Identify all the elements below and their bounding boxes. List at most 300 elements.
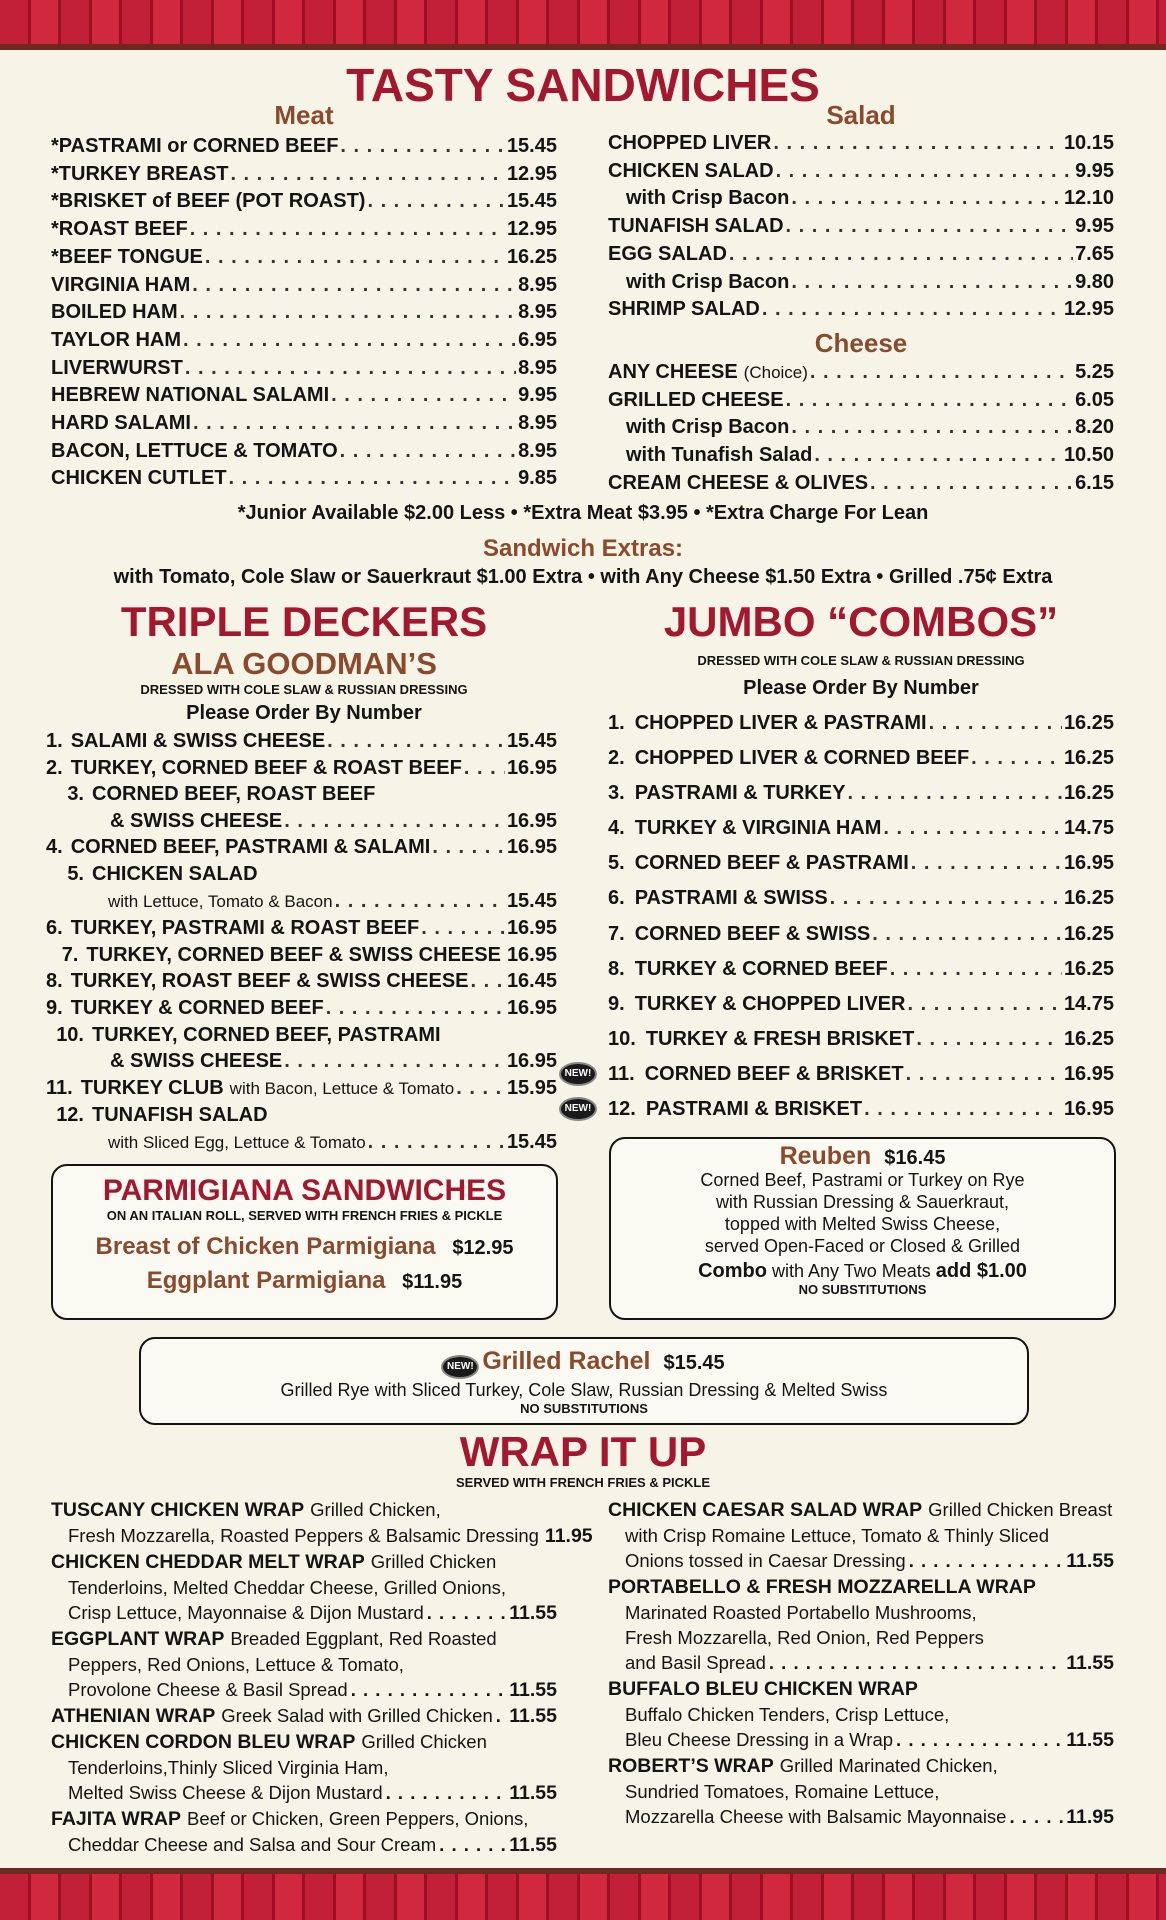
triple-item-name: SALAMI & SWISS CHEESE: [70, 730, 326, 752]
wrap-list-left: [51, 1497, 593, 1858]
leader-dots: [929, 706, 1062, 741]
wrap-item: [608, 1676, 1114, 1753]
combo-item-number: 6.: [608, 887, 625, 910]
wrap-item-title-line: [608, 1497, 1114, 1523]
parm-item-eggplant: [53, 1267, 556, 1295]
triple-item-name: CHICKEN SALAD: [92, 862, 258, 885]
reuben-line-4: served Open-Faced or Closed & Grilled: [704, 1236, 1021, 1256]
meat-item-name: *TURKEY BREAST: [51, 162, 229, 185]
triple-item-number: 11.: [46, 1076, 73, 1099]
leader-dots: [872, 917, 1062, 952]
salad-item: [608, 241, 1114, 269]
wrap-item-desc-line: [51, 1677, 557, 1703]
meat-item-name: *BRISKET of BEEF (POT ROAST): [51, 190, 366, 213]
rachel-price: $15.45: [663, 1352, 725, 1374]
rachel-no-substitutions: NO SUBSTITUTIONS: [520, 1401, 648, 1416]
wrap-list-right: [608, 1497, 1114, 1830]
combo-item: [608, 952, 1114, 987]
triple-item-number: 8.: [46, 970, 63, 993]
combo-item-price: 16.25: [1063, 887, 1114, 910]
combo-item-number: 7.: [608, 922, 625, 945]
leader-dots: [464, 755, 505, 782]
triple-item-name: TURKEY CLUB: [80, 1076, 224, 1099]
leader-dots: [368, 1129, 505, 1156]
wrap-item-desc: Grilled Chicken Breast: [928, 1499, 1113, 1520]
wrap-item: [51, 1497, 593, 1549]
combo-item: [608, 706, 1114, 741]
leader-dots: [284, 808, 505, 835]
wrap-item-name: ATHENIAN WRAP: [51, 1705, 216, 1727]
combos-list: [564, 706, 1114, 1127]
meat-item-price: 12.95: [506, 162, 557, 185]
salad-item: [608, 296, 1114, 324]
meat-item-name: BOILED HAM: [51, 301, 178, 324]
meat-item-price: 8.95: [518, 273, 557, 296]
meat-item: [51, 299, 557, 327]
wrap-item-title-line: [608, 1753, 1114, 1779]
leader-dots: [192, 272, 516, 300]
combo-item-number: 12.: [608, 1098, 636, 1121]
leader-dots: [205, 244, 505, 272]
leader-dots: [229, 465, 517, 493]
wrap-item-desc: Buffalo Chicken Tenders, Crisp Lettuce,: [625, 1704, 950, 1725]
meat-item-price: 8.95: [518, 301, 557, 324]
leader-dots: [769, 1650, 1063, 1675]
wrap-item-title-line: [51, 1703, 557, 1729]
parm-item-chicken: [53, 1233, 556, 1261]
triple-item-price: 15.45: [506, 730, 557, 752]
wrap-item-title-line: [51, 1729, 557, 1755]
triple-item: [46, 968, 557, 995]
leader-dots: [916, 1022, 1062, 1057]
wrap-item-desc: with Crisp Romaine Lettuce, Tomato & Thinly Sliced: [625, 1525, 1049, 1546]
leader-dots: [427, 1600, 506, 1625]
salad-item: [608, 269, 1114, 297]
triple-item-detail: with Sliced Egg, Lettuce & Tomato: [108, 1132, 366, 1152]
meat-item: [51, 133, 557, 161]
combo-item-number: 2.: [608, 747, 625, 770]
wrap-item: [608, 1497, 1114, 1574]
combo-item: [608, 811, 1114, 846]
meat-item-name: LIVERWURST: [51, 356, 183, 379]
reuben-box: [609, 1137, 1116, 1320]
rachel-title: Grilled Rachel: [482, 1347, 651, 1375]
reuben-line-1: Corned Beef, Pastrami or Turkey on Rye: [700, 1170, 1025, 1190]
combo-item: [608, 846, 1114, 881]
wrap-item: [608, 1574, 1114, 1676]
combo-item-number: 3.: [608, 782, 625, 805]
meat-item: [51, 244, 557, 272]
triple-item-line: [46, 1129, 557, 1157]
leader-dots: [776, 158, 1074, 186]
triple-item-detail: with Lettuce, Tomato & Bacon: [108, 891, 333, 911]
meat-item-price: 15.45: [506, 135, 557, 157]
wrap-item-price: 11.95: [1066, 1806, 1114, 1828]
wrap-item-desc-line: [51, 1600, 557, 1626]
combo-item-name: CHOPPED LIVER & CORNED BEEF: [634, 747, 970, 770]
salad-list: [608, 130, 1114, 324]
wrap-item-desc-line: [608, 1702, 1114, 1727]
cheese-heading: Cheese: [814, 328, 908, 358]
combo-item-number: 5.: [608, 852, 625, 875]
combo-item-price: 16.95: [1063, 1062, 1114, 1085]
meat-item-price: 16.25: [506, 245, 557, 268]
triple-item-line: [46, 861, 557, 888]
meat-item-name: HARD SALAMI: [51, 412, 191, 435]
triple-item-price: 16.45: [506, 970, 557, 993]
triple-item-number: 1.: [46, 730, 63, 752]
reuben-combo-desc: with Any Two Meats: [771, 1261, 931, 1281]
wrap-item-title-line: [51, 1497, 557, 1523]
wrap-item-desc: Onions tossed in Caesar Dressing: [625, 1550, 906, 1571]
combo-item-number: 8.: [608, 957, 625, 980]
wrap-item: [51, 1806, 557, 1858]
meat-item-price: 8.95: [518, 412, 557, 435]
triple-item-number: 7.: [61, 943, 79, 966]
combo-item: [608, 987, 1114, 1022]
cheese-item-name: CREAM CHEESE & OLIVES: [608, 471, 869, 494]
leader-dots: [439, 1832, 506, 1857]
wrap-item-desc-line: [608, 1650, 1114, 1676]
triple-item-name: CORNED BEEF, PASTRAMI & SALAMI: [70, 836, 431, 859]
triple-item-price: 16.95: [506, 943, 557, 966]
meat-item-price: 9.85: [518, 467, 557, 490]
wrap-item-desc: Crisp Lettuce, Mayonnaise & Dijon Mustard: [68, 1602, 424, 1623]
wrap-item-desc: Tenderloins, Melted Cheddar Cheese, Grilled Onions,: [68, 1577, 507, 1598]
cheese-item-name: ANY CHEESE: [608, 361, 738, 383]
meat-item: [51, 382, 557, 410]
cheese-item: [608, 414, 1114, 442]
wrap-item-desc: Sundried Tomatoes, Romaine Lettuce,: [625, 1781, 940, 1802]
triple-item-name: TURKEY, ROAST BEEF & SWISS CHEESE: [70, 970, 469, 993]
wrap-item-price: 11.55: [509, 1679, 557, 1701]
salad-item-name: CHICKEN SALAD: [608, 159, 774, 182]
leader-dots: [335, 888, 505, 915]
combo-item: [608, 1022, 1114, 1057]
salad-item-name: TUNAFISH SALAD: [608, 215, 784, 238]
combo-item-name: CORNED BEEF & BRISKET: [644, 1062, 904, 1085]
combo-item-name: TURKEY & FRESH BRISKET: [645, 1027, 915, 1050]
wrap-item-desc-line: [608, 1625, 1114, 1650]
wrap-sub: SERVED WITH FRENCH FRIES & PICKLE: [455, 1475, 710, 1490]
meat-item: [51, 327, 557, 355]
wrap-item-desc-line: [608, 1523, 1114, 1548]
meat-item-name: *PASTRAMI or CORNED BEEF: [51, 135, 339, 157]
wrap-item-desc: Marinated Roasted Portabello Mushrooms,: [625, 1602, 977, 1623]
cheese-item-price: 8.20: [1075, 416, 1114, 439]
wrap-item-price: 11.55: [1066, 1652, 1114, 1674]
parmigiana-box: [51, 1164, 558, 1320]
combo-item-price: 16.25: [1063, 1027, 1114, 1050]
wrap-item-name: ROBERT’S WRAP: [608, 1755, 774, 1777]
wrap-item-desc-line: [608, 1779, 1114, 1804]
wrap-item-price: 11.55: [1066, 1550, 1114, 1572]
meat-item-name: BACON, LETTUCE & TOMATO: [51, 439, 338, 462]
triple-item-number: 2.: [46, 756, 63, 779]
salad-item: [608, 213, 1114, 241]
salad-item-price: 12.10: [1063, 187, 1114, 210]
triple-item: [46, 755, 557, 782]
combo-item: [608, 917, 1114, 952]
cheese-item-price: 5.25: [1075, 361, 1114, 383]
combo-item-number: 10.: [608, 1027, 636, 1050]
salad-item-name: with Crisp Bacon: [626, 270, 790, 293]
leader-dots: [729, 241, 1073, 269]
reuben-combo-price: add $1.00: [935, 1260, 1027, 1282]
cheese-item: [608, 359, 1114, 387]
salad-item-name: SHRIMP SALAD: [608, 298, 760, 321]
leader-dots: [786, 213, 1074, 241]
triple-item-line: [46, 1022, 557, 1049]
combo-item-name: PASTRAMI & SWISS: [634, 887, 828, 910]
parm-item-eggplant-name: Eggplant Parmigiana: [146, 1267, 386, 1294]
salad-item-price: 9.95: [1075, 215, 1114, 238]
wrap-item-name: PORTABELLO & FRESH MOZZARELLA WRAP: [608, 1576, 1036, 1598]
meat-item-name: HEBREW NATIONAL SALAMI: [51, 384, 330, 407]
triple-list: [46, 728, 557, 1157]
rachel-desc: Grilled Rye with Sliced Turkey, Cole Slaw, Russian Dressing & Melted Swiss: [280, 1380, 888, 1400]
meat-item: [51, 188, 557, 216]
wrap-item-desc: Greek Salad with Grilled Chicken: [221, 1705, 493, 1726]
top-decorative-band: [0, 0, 1166, 50]
reuben-combo: [611, 1260, 1114, 1282]
salad-item-price: 7.65: [1075, 242, 1114, 265]
cheese-item: [608, 442, 1114, 470]
combo-item-name: CHOPPED LIVER & PASTRAMI: [634, 712, 927, 734]
triple-item-price: 15.45: [506, 889, 557, 912]
leader-dots: [830, 881, 1062, 916]
wrap-item-name: TUSCANY CHICKEN WRAP: [51, 1499, 305, 1521]
reuben-heading: [611, 1142, 1114, 1170]
combo-item-price: 16.95: [1063, 1098, 1114, 1121]
wrap-item-name: CHICKEN CAESAR SALAD WRAP: [608, 1499, 923, 1521]
triple-item-price: 16.95: [506, 756, 557, 779]
triple-item-price: 16.95: [506, 996, 557, 1019]
leader-dots: [432, 834, 505, 861]
meat-heading: Meat: [274, 100, 334, 130]
leader-dots: [230, 161, 505, 189]
triple-item: [46, 995, 557, 1022]
triple-item-price: 16.95: [506, 836, 557, 859]
wrap-item-price: 11.95: [544, 1525, 593, 1547]
combo-item: [608, 881, 1114, 916]
reuben-price: $16.45: [884, 1147, 946, 1169]
salad-item-name: with Crisp Bacon: [626, 187, 790, 210]
salad-item: [608, 130, 1114, 158]
combo-item-price: 16.25: [1063, 782, 1114, 805]
wrap-item-desc: Melted Swiss Cheese & Dijon Mustard: [68, 1782, 383, 1803]
combo-item-name: TURKEY & CORNED BEEF: [634, 957, 888, 980]
cheese-item-name: with Crisp Bacon: [626, 416, 790, 439]
parm-item-chicken-price: $12.95: [452, 1237, 514, 1259]
meat-item-name: CHICKEN CUTLET: [51, 467, 227, 490]
wrap-item-price: 11.55: [509, 1705, 557, 1727]
wrap-item-desc-line: [51, 1575, 557, 1600]
wrap-item-price: 11.55: [509, 1834, 557, 1856]
triple-item-price: 15.95: [506, 1076, 557, 1099]
reuben-no-substitutions: NO SUBSTITUTIONS: [798, 1282, 927, 1297]
cheese-item-name: GRILLED CHEESE: [608, 388, 784, 411]
wrap-item-name: EGGPLANT WRAP: [51, 1628, 225, 1650]
salad-item-name: CHOPPED LIVER: [608, 132, 772, 154]
combo-item-price: 16.25: [1063, 922, 1114, 945]
leader-dots: [471, 968, 505, 995]
triple-item: [46, 728, 557, 755]
leader-dots: [183, 327, 516, 355]
leader-dots: [456, 1075, 505, 1102]
triple-item-detail: & SWISS CHEESE: [110, 809, 283, 832]
combo-item-price: 16.25: [1063, 712, 1114, 734]
combo-item-price: 14.75: [1063, 992, 1114, 1015]
triple-item-name: TURKEY, PASTRAMI & ROAST BEEF: [70, 917, 420, 940]
combo-item-price: 14.75: [1063, 817, 1114, 840]
reuben-line-3: topped with Melted Swiss Cheese,: [724, 1214, 1001, 1234]
triple-item-name: TURKEY & CORNED BEEF: [70, 996, 324, 1019]
wrap-item-desc: and Basil Spread: [625, 1652, 766, 1673]
leader-dots: [971, 741, 1062, 776]
triple-item-number: 10.: [56, 1023, 84, 1046]
triple-item-line: [46, 1102, 557, 1129]
wrap-item-desc: Provolone Cheese & Basil Spread: [68, 1679, 348, 1700]
triple-item-number: 12.: [56, 1104, 84, 1127]
triple-item-line: [46, 888, 557, 916]
triple-item-name: TURKEY, CORNED BEEF, PASTRAMI: [92, 1023, 441, 1046]
leader-dots: [810, 359, 1073, 387]
leader-dots: [327, 728, 505, 755]
triple-item-number: 9.: [46, 996, 63, 1019]
meat-item: [51, 355, 557, 383]
wrap-item-desc: Cheddar Cheese and Salsa and Sour Cream: [68, 1834, 437, 1855]
triple-item-price: 16.95: [506, 1050, 557, 1073]
extras-line: with Tomato, Cole Slaw or Sauerkraut $1.00 Extra • with Any Cheese $1.50 Extra • Grilled .75¢ Extra: [113, 566, 1053, 588]
cheese-item-price: 10.50: [1063, 444, 1114, 467]
wrap-item-desc: Grilled Chicken: [361, 1731, 487, 1752]
meat-item-name: TAYLOR HAM: [51, 328, 181, 351]
triple-item-line: [46, 808, 557, 835]
meat-item-price: 9.95: [518, 384, 557, 407]
triple-item: [46, 1075, 557, 1103]
combo-item: [564, 1092, 1114, 1127]
wrap-item: [51, 1626, 557, 1703]
triple-item-line: [46, 1048, 557, 1075]
parmigiana-title: PARMIGIANA SANDWICHES: [102, 1174, 507, 1207]
combo-item-price: 16.95: [1063, 852, 1114, 875]
new-badge-icon: NEW!: [561, 1099, 595, 1119]
salad-heading: Salad: [826, 100, 896, 130]
wrap-item-desc: Fresh Mozzarella, Red Onion, Red Peppers: [625, 1627, 984, 1648]
combo-item: [564, 1057, 1114, 1092]
leader-dots: [791, 185, 1062, 213]
leader-dots: [791, 269, 1073, 297]
meat-item-price: 12.95: [506, 218, 557, 241]
cheese-item-name: with Tunafish Salad: [626, 444, 813, 467]
wrap-item-name: CHICKEN CHEDDAR MELT WRAP: [51, 1551, 365, 1573]
new-badge-icon: NEW!: [443, 1357, 477, 1377]
reuben-title: Reuben: [779, 1142, 872, 1170]
salad-item: [608, 185, 1114, 213]
combo-item-price: 16.25: [1063, 957, 1114, 980]
cheese-item-price: 6.05: [1075, 388, 1114, 411]
leader-dots: [864, 1092, 1062, 1127]
bottom-decorative-band: [0, 1868, 1166, 1920]
triple-item-line: [46, 781, 557, 808]
combo-item-number: 9.: [608, 992, 625, 1015]
wrap-item: [608, 1753, 1114, 1830]
new-badge-icon: NEW!: [561, 1064, 595, 1084]
salad-item-price: 9.80: [1075, 270, 1114, 293]
meat-item: [51, 410, 557, 438]
meat-item: [51, 272, 557, 300]
leader-dots: [331, 382, 516, 410]
leader-dots: [1009, 1804, 1063, 1829]
triple-item: [46, 834, 557, 861]
leader-dots: [909, 1548, 1064, 1573]
cheese-item: [608, 387, 1114, 415]
leader-dots: [340, 133, 505, 161]
triple-item-name: TUNAFISH SALAD: [92, 1104, 268, 1127]
leader-dots: [351, 1677, 507, 1702]
leader-dots: [870, 470, 1073, 498]
rachel-box: [139, 1337, 1029, 1425]
wrap-item-desc: Grilled Marinated Chicken,: [779, 1755, 998, 1776]
wrap-item-title-line: [51, 1626, 557, 1652]
salad-item-price: 10.15: [1063, 132, 1114, 154]
triple-item-price: 16.95: [506, 809, 557, 832]
triple-item-name: CORNED BEEF, ROAST BEEF: [92, 783, 376, 806]
leader-dots: [185, 355, 516, 383]
leader-dots: [284, 1048, 505, 1075]
wrap-item-desc: Beef or Chicken, Green Peppers, Onions,: [187, 1808, 529, 1829]
meat-item: [51, 465, 557, 493]
wrap-item-desc: Grilled Chicken,: [310, 1499, 441, 1520]
salad-item-price: 9.95: [1075, 159, 1114, 182]
meat-item: [51, 438, 557, 466]
cheese-item: [608, 470, 1114, 498]
combo-item: [608, 741, 1114, 776]
leader-dots: [762, 296, 1062, 324]
cheese-item-price: 6.15: [1075, 471, 1114, 494]
triple-item-name: TURKEY, CORNED BEEF & SWISS CHEESE: [86, 943, 501, 966]
meat-item-price: 6.95: [518, 328, 557, 351]
parm-item-chicken-name: Breast of Chicken Parmigiana: [95, 1233, 436, 1260]
combo-item-number: 4.: [608, 817, 625, 840]
combo-item-name: CORNED BEEF & SWISS: [634, 922, 871, 945]
combo-item-number: 1.: [608, 712, 625, 734]
triple-item-price: 16.95: [506, 917, 557, 940]
wrap-item-desc-line: [608, 1600, 1114, 1625]
combo-item-name: TURKEY & VIRGINIA HAM: [634, 817, 882, 840]
wrap-item-title-line: [608, 1574, 1114, 1600]
triple-deckers-title: TRIPLE DECKERS: [120, 598, 488, 645]
wrap-item-desc: Breaded Eggplant, Red Roasted: [230, 1628, 497, 1649]
leader-dots: [814, 442, 1062, 470]
wrap-item-price: 11.55: [1066, 1729, 1114, 1751]
combo-item-name: PASTRAMI & TURKEY: [634, 782, 846, 805]
triple-item-name: TURKEY, CORNED BEEF & ROAST BEEF: [70, 756, 462, 779]
meat-list: [51, 133, 557, 493]
wrap-item-desc-line: [608, 1548, 1114, 1574]
triple-item: [46, 942, 557, 969]
wrap-item-name: BUFFALO BLEU CHICKEN WRAP: [608, 1678, 918, 1700]
leader-dots: [340, 438, 516, 466]
triple-item-number: 3.: [67, 783, 84, 806]
wrap-item-name: FAJITA WRAP: [51, 1808, 181, 1830]
leader-dots: [193, 410, 516, 438]
wrap-item: [51, 1549, 557, 1626]
leader-dots: [883, 811, 1062, 846]
wrap-title: WRAP IT UP: [459, 1428, 707, 1475]
leader-dots: [911, 846, 1062, 881]
